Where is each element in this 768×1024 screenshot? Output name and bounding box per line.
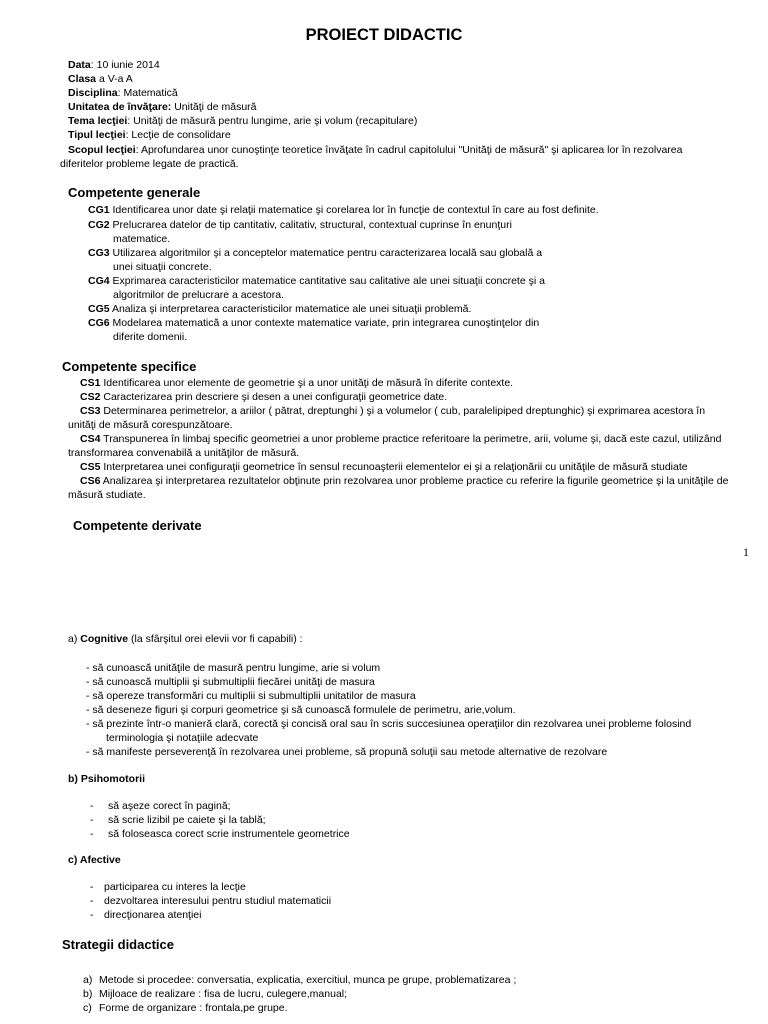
cs-item-continued: transformarea convenabilă a unităţilor de măsură. xyxy=(68,447,300,459)
cg-item: CG4 Exprimarea caracteristicilor matematice cantitative sau calitative ale unei situaţii concrete şi a xyxy=(88,275,545,287)
cs-item: CS1 Identificarea unor elemente de geometrie şi a unor unităţi de măsură în diferite contexte. xyxy=(80,377,514,389)
cs-item-continued: unităţi de măsură corespunzătoare. xyxy=(68,419,233,431)
cg-item-continued: unei situaţii concrete. xyxy=(113,261,212,273)
meta-date: Data: 10 iunie 2014 xyxy=(68,59,160,71)
cs-item: CS3 Determinarea perimetrelor, a ariilor ( pătrat, dreptunghi ) şi a volumelor ( cub, paralelipiped dreptunghic) şi exprimarea acestora în xyxy=(80,405,706,417)
psychomotor-item: - să scrie lizibil pe caiete şi la tablă; xyxy=(90,814,266,826)
strategy-item: c) Forme de organizare : frontala,pe grupe. xyxy=(83,1002,288,1014)
psychomotor-item: - să foloseasca corect scrie instrumentele geometrice xyxy=(90,828,350,840)
strategy-item: a) Metode si procedee: conversatia, explicatia, exercitiul, munca pe grupe, problematizarea ; xyxy=(83,974,517,986)
affective-item: - participarea cu interes la lecţie xyxy=(90,881,246,893)
cg-item: CG3 Utilizarea algoritmilor şi a conceptelor matematice pentru caracterizarea locală sau globală a xyxy=(88,247,543,259)
affective-heading: c) Afective xyxy=(68,854,121,866)
section-heading-specific: Competente specifice xyxy=(62,359,197,374)
cs-item: CS4 Transpunerea în limbaj specific geometriei a unor probleme practice referitoare la perimetre, arii, volume şi, dacă este cazul, utilizând xyxy=(80,433,722,445)
cognitive-item: - să prezinte într-o manieră clară, corectă şi concisă oral sau în scris succesiunea operaţiilor din rezolvarea unei probleme folosind xyxy=(86,718,692,730)
cognitive-item: - să deseneze figuri şi corpuri geometrice şi să cunoască formulele de perimetru, arie,volum. xyxy=(86,704,516,716)
page-number: 1 xyxy=(743,545,749,559)
bullet: - xyxy=(90,909,94,921)
bullet: - xyxy=(90,895,94,907)
psychomotor-item: - să aşeze corect în pagină; xyxy=(90,800,231,812)
cg-item: CG6 Modelarea matematică a unor contexte matematice variate, prin integrarea cunoştinţelor din xyxy=(88,317,540,329)
meta-class: Clasa a V-a A xyxy=(68,73,133,85)
section-heading-derived: Competente derivate xyxy=(73,518,202,533)
bullet: - xyxy=(90,800,94,812)
cg-item-continued: diferite domenii. xyxy=(113,331,188,343)
cg-item: CG2 Prelucrarea datelor de tip cantitativ, calitativ, structural, contextual cuprinse în enunţuri xyxy=(88,219,512,231)
cs-item: CS2 Caracterizarea prin descriere şi desen a unei configuraţii geometrice date. xyxy=(80,391,448,403)
cg-item-continued: matematice. xyxy=(113,233,171,245)
cg-item: CG1 Identificarea unor date şi relaţii matematice şi corelarea lor în funcţie de contextul în care au fost definite. xyxy=(88,204,599,216)
cg-item-continued: algoritmilor de prelucrare a acestora. xyxy=(113,289,284,301)
cognitive-item: - să cunoască multiplii şi submultiplii fiecărei unităţi de masura xyxy=(86,676,375,688)
cognitive-item-continued: terminologia şi notaţiile adecvate xyxy=(106,732,259,744)
meta-unit: Unitatea de învăţare: Unităţi de măsură xyxy=(68,101,257,113)
meta-type: Tipul lecţiei: Lecţie de consolidare xyxy=(68,129,231,141)
meta-scope: Scopul lecţiei: Aprofundarea unor cunoştinţe teoretice învăţate în cadrul capitolului "Unităţi de măsură" şi aplicarea lor în rezolvarea xyxy=(68,144,683,156)
cs-item: CS6 Analizarea şi interpretarea rezultatelor obţinute prin rezolvarea unor probleme practice cu referire la figurile geometrice şi la unităţile de xyxy=(80,475,729,487)
cs-item: CS5 Interpretarea unei configuraţii geometrice în sensul recunoaşterii elementelor ei şi a relaţionării cu unităţile de măsură studiate xyxy=(80,461,688,473)
meta-discipline: Disciplina: Matematică xyxy=(68,87,178,99)
strategy-item: b) Mijloace de realizare : fisa de lucru, culegere,manual; xyxy=(83,988,348,1000)
section-heading-strategies: Strategii didactice xyxy=(62,937,174,952)
affective-item: - direcţionarea atenţiei xyxy=(90,909,202,921)
bullet: - xyxy=(90,814,94,826)
psychomotor-heading: b) Psihomotorii xyxy=(68,773,145,785)
cognitive-heading: a) Cognitive (la sfârşitul orei elevii vor fi capabili) : xyxy=(68,633,303,645)
affective-item: - dezvoltarea interesului pentru studiul matematicii xyxy=(90,895,332,907)
meta-theme: Tema lecţiei: Unităţi de măsură pentru lungime, arie şi volum (recapitulare) xyxy=(68,115,418,127)
section-heading-general: Competente generale xyxy=(68,185,201,200)
meta-scope-continued: diferitelor probleme legate de practică. xyxy=(60,158,239,170)
cognitive-item: - să cunoască unităţile de masură pentru lungime, arie si volum xyxy=(86,662,381,674)
document-title: PROIECT DIDACTIC xyxy=(305,26,463,44)
cognitive-item: - să opereze transformări cu multiplii si submultiplii unitatilor de masura xyxy=(86,690,416,702)
bullet: - xyxy=(90,881,94,893)
cognitive-item: - să manifeste perseverenţă în rezolvarea unei probleme, să propună soluţii sau metode alternative de rezolvare xyxy=(86,746,608,758)
cg-item: CG5 Analiza şi interpretarea caracteristicilor matematice ale unei situaţii problemă. xyxy=(88,303,472,315)
cs-item-continued: măsură studiate. xyxy=(68,489,146,501)
bullet: - xyxy=(90,828,94,840)
